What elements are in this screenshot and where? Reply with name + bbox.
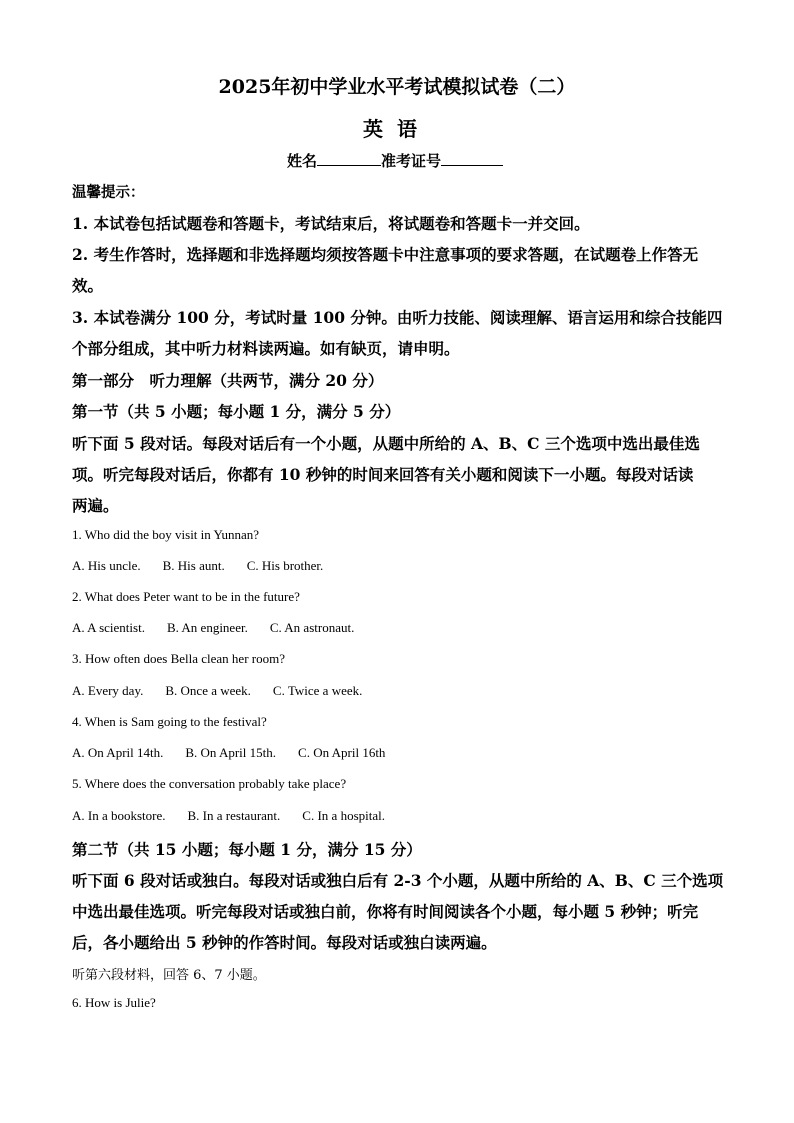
section2-heading: 第二节（共 15 小题；每小题 1 分，满分 15 分） bbox=[72, 840, 422, 859]
question-2: 2. What does Peter want to be in the future? bbox=[72, 589, 300, 604]
question-1-options bbox=[72, 558, 345, 574]
subject-title: 英语 bbox=[363, 117, 431, 141]
section2-instruction-1: 听下面 6 段对话或独白。每段对话或独白后有 2-3 个小题，从题中所给的 A、B、C 三个选项 bbox=[72, 871, 724, 890]
notice-item-3-line2: 个部分组成，其中听力材料读两遍。如有缺页，请申明。 bbox=[72, 339, 460, 358]
question-3: 3. How often does Bella clean her room? bbox=[72, 651, 285, 666]
option-a[interactable]: A. Every day. bbox=[72, 683, 144, 698]
option-c[interactable]: C. An astronaut. bbox=[269, 620, 355, 635]
id-label: 准考证号 bbox=[381, 152, 442, 170]
option-a[interactable]: A. On April 14th. bbox=[72, 745, 164, 760]
question-1: 1. Who did the boy visit in Yunnan? bbox=[72, 527, 260, 542]
part1-heading: 第一部分 听力理解（共两节，满分 20 分） bbox=[72, 371, 384, 390]
option-b[interactable]: B. His aunt. bbox=[162, 558, 225, 573]
section2-instruction-2: 中选出最佳选项。听完每段对话或独白前，你将有时间阅读各个小题，每小题 5 秒钟；听完 bbox=[72, 902, 699, 921]
question-4-options bbox=[72, 745, 407, 761]
question-6: 6. How is Julie? bbox=[72, 995, 156, 1010]
question-5: 5. Where does the conversation probably take place? bbox=[72, 776, 347, 791]
option-a[interactable]: A. In a bookstore. bbox=[72, 808, 166, 823]
option-c[interactable]: C. In a hospital. bbox=[302, 808, 385, 823]
option-c[interactable]: C. His brother. bbox=[246, 558, 324, 573]
option-b[interactable]: B. Once a week. bbox=[165, 683, 251, 698]
section2-instruction-3: 后，各小题给出 5 秒钟的作答时间。每段对话或独白读两遍。 bbox=[72, 933, 497, 952]
question-4: 4. When is Sam going to the festival? bbox=[72, 714, 267, 729]
notice-heading: 温馨提示： bbox=[72, 184, 145, 201]
option-b[interactable]: B. An engineer. bbox=[166, 620, 248, 635]
name-label: 姓名 bbox=[287, 152, 318, 170]
option-a[interactable]: A. His uncle. bbox=[72, 558, 141, 573]
option-c[interactable]: C. On April 16th bbox=[298, 745, 386, 760]
option-c[interactable]: C. Twice a week. bbox=[272, 683, 363, 698]
section1-heading: 第一节（共 5 小题；每小题 1 分，满分 5 分） bbox=[72, 402, 401, 421]
question-5-options bbox=[72, 808, 407, 824]
section1-instruction-3: 两遍。 bbox=[72, 496, 119, 515]
notice-item-2-line2: 效。 bbox=[72, 276, 104, 295]
notice-item-1: 1. 本试卷包括试题卷和答题卡，考试结束后，将试题卷和答题卡一并交回。 bbox=[72, 214, 590, 233]
option-b[interactable]: B. In a restaurant. bbox=[187, 808, 281, 823]
section1-instruction-1: 听下面 5 段对话。每段对话后有一个小题，从题中所给的 A、B、C 三个选项中选出最佳选 bbox=[72, 434, 700, 453]
material-6-label: 听第六段材料，回答 6、7 小题。 bbox=[72, 968, 266, 983]
question-2-options bbox=[72, 620, 376, 636]
id-blank[interactable] bbox=[441, 151, 503, 166]
notice-item-3-line1: 3. 本试卷满分 100 分，考试时量 100 分钟。由听力技能、阅读理解、语言运用和综合技能四 bbox=[72, 308, 723, 327]
candidate-info bbox=[287, 150, 503, 171]
option-b[interactable]: B. On April 15th. bbox=[185, 745, 277, 760]
question-3-options bbox=[72, 683, 384, 699]
exam-title: 2025年初中学业水平考试模拟试卷（二） bbox=[218, 76, 576, 98]
name-blank[interactable] bbox=[317, 151, 381, 166]
section1-instruction-2: 项。听完每段对话后，你都有 10 秒钟的时间来回答有关小题和阅读下一小题。每段对话读 bbox=[72, 465, 694, 484]
notice-item-2-line1: 2. 考生作答时，选择题和非选择题均须按答题卡中注意事项的要求答题，在试题卷上作答无 bbox=[72, 245, 699, 264]
option-a[interactable]: A. A scientist. bbox=[72, 620, 145, 635]
